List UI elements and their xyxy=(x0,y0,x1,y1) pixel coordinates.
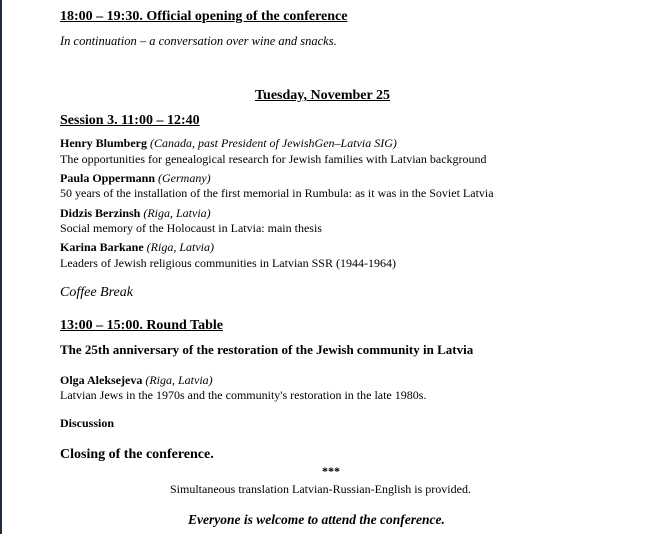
talk-title: 50 years of the installation of the first memorial in Rumbula: as it was in the Soviet Latvia xyxy=(60,186,494,200)
day-heading: Tuesday, November 25 xyxy=(255,88,390,103)
speaker-affiliation: (Riga, Latvia) xyxy=(145,373,213,387)
speaker-affiliation: (Germany) xyxy=(158,171,211,185)
speaker-affiliation: (Riga, Latvia) xyxy=(146,240,214,254)
talk-title: Social memory of the Holocaust in Latvia: main thesis xyxy=(60,221,322,235)
talk-title: Leaders of Jewish religious communities in Latvian SSR (1944-1964) xyxy=(60,256,396,270)
session3-heading: Session 3. 11:00 – 12:40 xyxy=(60,113,200,128)
speaker-name: Karina Barkane xyxy=(60,240,144,254)
round-table-heading: 13:00 – 15:00. Round Table xyxy=(60,318,223,333)
speaker-name: Paula Oppermann xyxy=(60,171,156,185)
translation-note: Simultaneous translation Latvian-Russian-English is provided. xyxy=(170,482,471,496)
closing-heading: Closing of the conference. xyxy=(60,447,214,462)
discussion-label: Discussion xyxy=(60,416,115,430)
speaker-affiliation: (Canada, past President of JewishGen–Latvia SIG) xyxy=(150,136,397,150)
opening-continuation: In continuation – a conversation over wine and snacks. xyxy=(60,34,337,48)
round-table-subtitle: The 25th anniversary of the restoration of the Jewish community in Latvia xyxy=(60,342,474,357)
talk-title: The opportunities for genealogical research for Jewish families with Latvian background xyxy=(60,152,487,166)
coffee-break: Coffee Break xyxy=(60,285,133,300)
talk-speaker xyxy=(60,374,213,386)
opening-heading: 18:00 – 19:30. Official opening of the conference xyxy=(60,9,348,24)
talk-speaker xyxy=(60,172,211,184)
page-left-border xyxy=(0,0,2,534)
talk-speaker xyxy=(60,241,214,253)
separator-stars: *** xyxy=(322,464,340,478)
speaker-name: Olga Aleksejeva xyxy=(60,373,143,387)
talk-title: Latvian Jews in the 1970s and the community's restoration in the late 1980s. xyxy=(60,388,427,402)
speaker-name: Henry Blumberg xyxy=(60,136,147,150)
speaker-name: Didzis Berzinsh xyxy=(60,206,141,220)
talk-speaker xyxy=(60,137,397,149)
speaker-affiliation: (Riga, Latvia) xyxy=(143,206,211,220)
talk-speaker xyxy=(60,207,211,219)
welcome-note: Everyone is welcome to attend the conference. xyxy=(188,512,445,527)
